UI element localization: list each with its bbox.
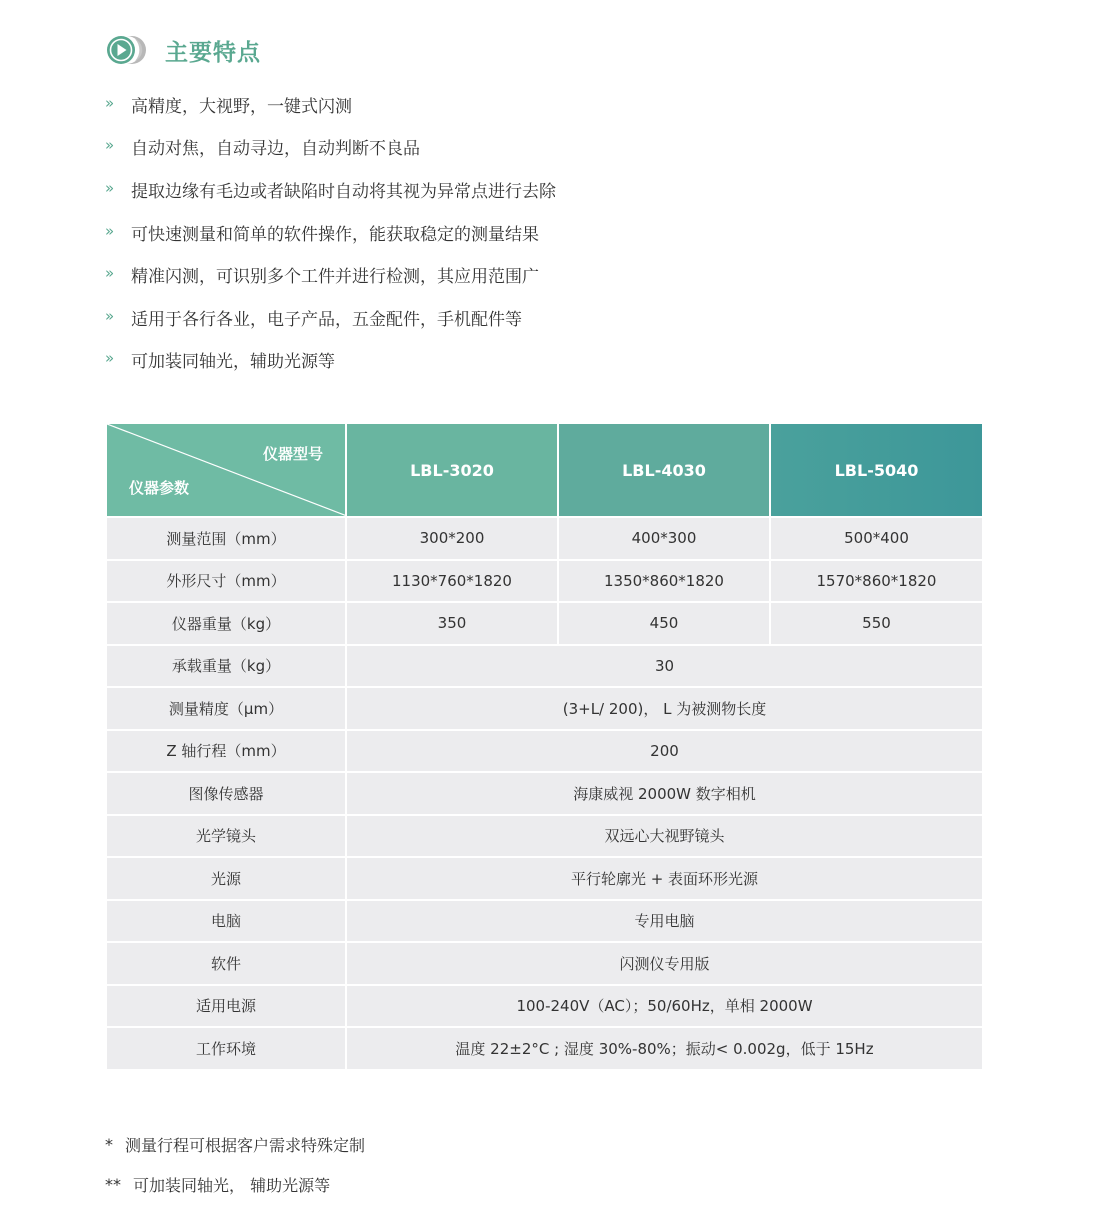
- table-cell: 1350*860*1820: [558, 560, 770, 603]
- table-row: [106, 772, 983, 815]
- table-row: [106, 730, 983, 773]
- table-cell: 500*400: [770, 517, 983, 560]
- table-row: [106, 517, 983, 560]
- table-cell: 30: [346, 645, 983, 688]
- table-cell: 双远心大视野镜头: [346, 815, 983, 858]
- table-row: [106, 942, 983, 985]
- bullet-icon: »: [105, 178, 115, 197]
- row-label: 光源: [106, 857, 346, 900]
- diagonal-divider: [107, 424, 346, 516]
- header-model: LBL-5040: [770, 423, 983, 517]
- list-item: [105, 83, 556, 126]
- feature-text: 可快速测量和简单的软件操作，能获取稳定的测量结果: [131, 224, 539, 245]
- feature-text: 精准闪测，可识别多个工件并进行检测，其应用范围广: [131, 267, 539, 288]
- footnote-mark: *: [105, 1134, 113, 1154]
- table-row: [106, 985, 983, 1028]
- table-cell: 200: [346, 730, 983, 773]
- table-row: [106, 857, 983, 900]
- table-row: [106, 645, 983, 688]
- section-title: 主要特点: [165, 39, 261, 66]
- footnote-text: 测量行程可根据客户需求特殊定制: [125, 1135, 366, 1155]
- table-row: [106, 815, 983, 858]
- bullet-icon: »: [105, 349, 115, 368]
- list-item: [105, 253, 556, 296]
- feature-list: [105, 83, 556, 381]
- table-cell: 1570*860*1820: [770, 560, 983, 603]
- feature-text: 适用于各行各业，电子产品，五金配件，手机配件等: [131, 309, 522, 330]
- table-cell: 闪测仪专用版: [346, 942, 983, 985]
- header-param-label: 仪器参数: [129, 479, 190, 497]
- bullet-icon: »: [105, 93, 115, 112]
- table-cell: (3+L/ 200)， L 为被测物长度: [346, 687, 983, 730]
- header-corner-cell: [106, 423, 346, 517]
- bullet-icon: »: [105, 306, 115, 325]
- bullet-icon: »: [105, 221, 115, 240]
- row-label: 图像传感器: [106, 772, 346, 815]
- header-model: LBL-4030: [558, 423, 770, 517]
- row-label: 软件: [106, 942, 346, 985]
- table-cell: 300*200: [346, 517, 558, 560]
- row-label: 外形尺寸（mm）: [106, 560, 346, 603]
- table-row: [106, 687, 983, 730]
- table-row: [106, 560, 983, 603]
- table-cell: 450: [558, 602, 770, 645]
- table-cell: 平行轮廓光 + 表面环形光源: [346, 857, 983, 900]
- row-label: 测量范围（mm）: [106, 517, 346, 560]
- feature-text: 提取边缘有毛边或者缺陷时自动将其视为异常点进行去除: [131, 181, 556, 202]
- table-cell: 1130*760*1820: [346, 560, 558, 603]
- row-label: 电脑: [106, 900, 346, 943]
- footnote: [105, 1124, 365, 1164]
- list-item: [105, 339, 556, 382]
- row-label: 工作环境: [106, 1027, 346, 1070]
- table-cell: 100-240V（AC）；50/60Hz，单相 2000W: [346, 985, 983, 1028]
- footnote: [105, 1164, 365, 1204]
- table-row: [106, 602, 983, 645]
- row-label: 光学镜头: [106, 815, 346, 858]
- feature-text: 高精度，大视野，一键式闪测: [131, 96, 352, 117]
- spec-table: [105, 422, 984, 1071]
- list-item: [105, 168, 556, 211]
- row-label: 仪器重量（kg）: [106, 602, 346, 645]
- bullet-icon: »: [105, 264, 115, 283]
- table-row: [106, 900, 983, 943]
- section-heading: [105, 32, 261, 68]
- list-item: [105, 211, 556, 254]
- header-model: LBL-3020: [346, 423, 558, 517]
- table-cell: 350: [346, 602, 558, 645]
- table-cell: 海康威视 2000W 数字相机: [346, 772, 983, 815]
- play-icon: [105, 33, 151, 67]
- table-cell: 400*300: [558, 517, 770, 560]
- table-cell: 温度 22±2°C ; 湿度 30%-80%；振动< 0.002g，低于 15Hz: [346, 1027, 983, 1070]
- bullet-icon: »: [105, 136, 115, 155]
- row-label: Z 轴行程（mm）: [106, 730, 346, 773]
- feature-text: 自动对焦，自动寻边，自动判断不良品: [131, 139, 420, 160]
- table-cell: 专用电脑: [346, 900, 983, 943]
- footnote-text: 可加装同轴光， 辅助光源等: [133, 1175, 331, 1195]
- list-item: [105, 126, 556, 169]
- row-label: 测量精度（μm）: [106, 687, 346, 730]
- footnotes: [105, 1124, 365, 1204]
- row-label: 适用电源: [106, 985, 346, 1028]
- table-cell: 550: [770, 602, 983, 645]
- footnote-mark: **: [105, 1174, 121, 1194]
- row-label: 承载重量（kg）: [106, 645, 346, 688]
- header-model-label: 仪器型号: [262, 445, 323, 463]
- feature-text: 可加装同轴光，辅助光源等: [131, 352, 335, 373]
- table-row: [106, 1027, 983, 1070]
- table-header-row: [106, 423, 983, 517]
- list-item: [105, 296, 556, 339]
